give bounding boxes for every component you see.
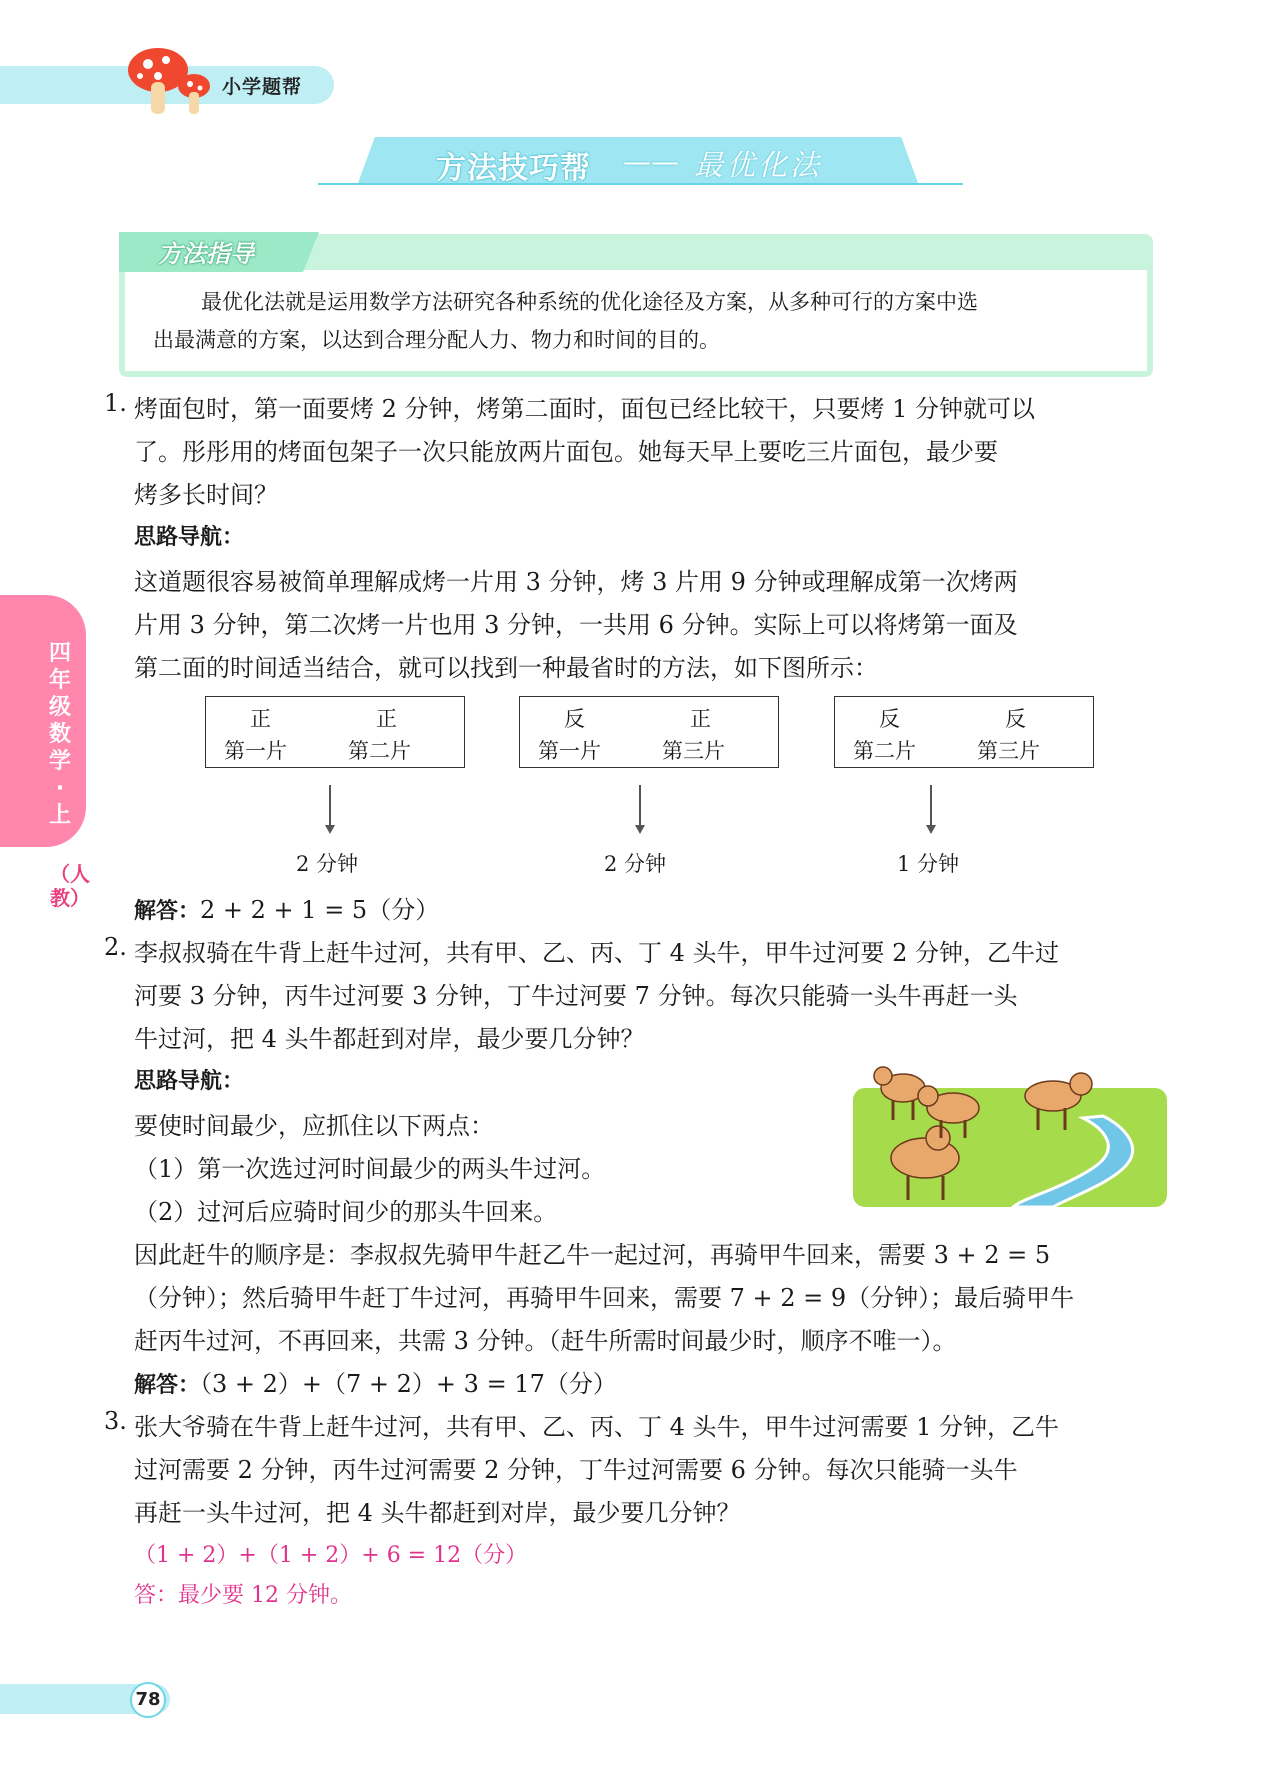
method-tag-label: 方法指导 bbox=[158, 240, 254, 268]
arrowhead-icon bbox=[635, 825, 645, 834]
side-tab-sub: （人教） bbox=[50, 862, 90, 910]
q2-think-label: 思路导航： bbox=[134, 1069, 245, 1094]
side-tab-label: 四年级数学·上 bbox=[48, 641, 71, 828]
diagram-time: 1 分钟 bbox=[897, 852, 960, 876]
q1-answer-value: 2 + 2 + 1 = 5（分） bbox=[200, 896, 440, 924]
diagram-side-label: 反 bbox=[564, 707, 585, 731]
diagram-box-3 bbox=[834, 696, 1094, 768]
title-underline bbox=[318, 183, 963, 185]
cows-river-illustration bbox=[853, 1058, 1167, 1207]
q2-think-line: （分钟）；然后骑甲牛赶丁牛过河，再骑甲牛回来，需要 7 + 2 = 9（分钟）；最后骑甲牛 bbox=[134, 1284, 1075, 1312]
q1-line: 了。彤彤用的烤面包架子一次只能放两片面包。她每天早上要吃三片面包，最少要 bbox=[134, 438, 998, 466]
down-arrow-icon bbox=[639, 785, 641, 825]
diagram-side-label: 反 bbox=[879, 707, 900, 731]
q1-answer-label: 解答： bbox=[134, 899, 201, 924]
diagram-time: 2 分钟 bbox=[604, 852, 667, 876]
q2-think-line: （1）第一次选过河时间最少的两头牛过河。 bbox=[134, 1155, 606, 1183]
arrowhead-icon bbox=[325, 825, 335, 834]
diagram-side-label: 正 bbox=[376, 707, 397, 731]
q2-number: 2. bbox=[104, 933, 127, 961]
q3-answer-text: 答：最少要 12 分钟。 bbox=[134, 1583, 352, 1608]
q2-think-line: 赶丙牛过河，不再回来，共需 3 分钟。（赶牛所需时间最少时，顺序不唯一）。 bbox=[134, 1327, 957, 1355]
diagram-slice-label: 第二片 bbox=[348, 739, 411, 763]
q2-answer-label: 解答： bbox=[134, 1373, 201, 1398]
arrowhead-icon bbox=[926, 825, 936, 834]
q1-number: 1. bbox=[104, 389, 127, 417]
method-text-line2: 出最满意的方案，以达到合理分配人力、物力和时间的目的。 bbox=[153, 328, 720, 352]
diagram-box-1 bbox=[205, 696, 465, 768]
q3-number: 3. bbox=[104, 1407, 127, 1435]
q2-line: 河要 3 分钟，丙牛过河要 3 分钟，丁牛过河要 7 分钟。每次只能骑一头牛再赶一头 bbox=[134, 982, 1018, 1010]
q3-line: 再赶一头牛过河，把 4 头牛都赶到对岸，最少要几分钟？ bbox=[134, 1499, 741, 1527]
q1-think-line: 第二面的时间适当结合，就可以找到一种最省时的方法，如下图所示： bbox=[134, 654, 878, 682]
diagram-slice-label: 第一片 bbox=[224, 739, 287, 763]
diagram-time: 2 分钟 bbox=[296, 852, 359, 876]
diagram-box-2 bbox=[519, 696, 779, 768]
q1-answer bbox=[134, 890, 439, 925]
diagram-side-label: 正 bbox=[690, 707, 711, 731]
page-subtitle: 最优化法 bbox=[694, 148, 823, 182]
mushroom-icon bbox=[118, 42, 228, 117]
diagram-slice-label: 第三片 bbox=[662, 739, 725, 763]
diagram-side-label: 反 bbox=[1005, 707, 1026, 731]
down-arrow-icon bbox=[329, 785, 331, 825]
diagram-slice-label: 第二片 bbox=[853, 739, 916, 763]
q2-think-line: 因此赶牛的顺序是：李叔叔先骑甲牛赶乙牛一起过河，再骑甲牛回来，需要 3 + 2 = 5 bbox=[134, 1241, 1051, 1269]
q2-answer-value: （3 + 2）+（7 + 2）+ 3 = 17（分） bbox=[200, 1370, 617, 1398]
q1-think-line: 这道题很容易被简单理解成烤一片用 3 分钟，烤 3 片用 9 分钟或理解成第一次烤两 bbox=[134, 568, 1018, 596]
q1-line: 烤多长时间？ bbox=[134, 481, 278, 509]
q1-think-line: 片用 3 分钟，第二次烤一片也用 3 分钟，一共用 6 分钟。实际上可以将烤第一面及 bbox=[134, 611, 1018, 639]
q3-answer-calc: （1 + 2）+（1 + 2）+ 6 = 12（分） bbox=[134, 1543, 528, 1568]
q2-think-line: 要使时间最少，应抓住以下两点： bbox=[134, 1112, 494, 1140]
q2-think-line: （2）过河后应骑时间少的那头牛回来。 bbox=[134, 1198, 558, 1226]
diagram-slice-label: 第一片 bbox=[538, 739, 601, 763]
q2-answer bbox=[134, 1364, 617, 1399]
down-arrow-icon bbox=[930, 785, 932, 825]
title-dash: —— bbox=[623, 145, 679, 178]
q2-line: 李叔叔骑在牛背上赶牛过河，共有甲、乙、丙、丁 4 头牛，甲牛过河要 2 分钟，乙牛过 bbox=[134, 939, 1060, 967]
diagram-slice-label: 第三片 bbox=[977, 739, 1040, 763]
page-title: 方法技巧帮 bbox=[436, 151, 591, 186]
q1-think-label: 思路导航： bbox=[134, 525, 245, 550]
q2-line: 牛过河，把 4 头牛都赶到对岸，最少要几分钟？ bbox=[134, 1025, 645, 1053]
page-number: 78 bbox=[130, 1682, 166, 1718]
brand-label: 小学题帮 bbox=[222, 76, 303, 98]
q1-line: 烤面包时，第一面要烤 2 分钟，烤第二面时，面包已经比较干，只要烤 1 分钟就可以 bbox=[134, 395, 1036, 423]
q3-line: 张大爷骑在牛背上赶牛过河，共有甲、乙、丙、丁 4 头牛，甲牛过河需要 1 分钟，乙牛 bbox=[134, 1413, 1060, 1441]
q3-line: 过河需要 2 分钟，丙牛过河需要 2 分钟，丁牛过河需要 6 分钟。每次只能骑一头牛 bbox=[134, 1456, 1018, 1484]
diagram-side-label: 正 bbox=[250, 707, 271, 731]
method-text-line1: 最优化法就是运用数学方法研究各种系统的优化途径及方案，从多种可行的方案中选 bbox=[201, 290, 978, 314]
